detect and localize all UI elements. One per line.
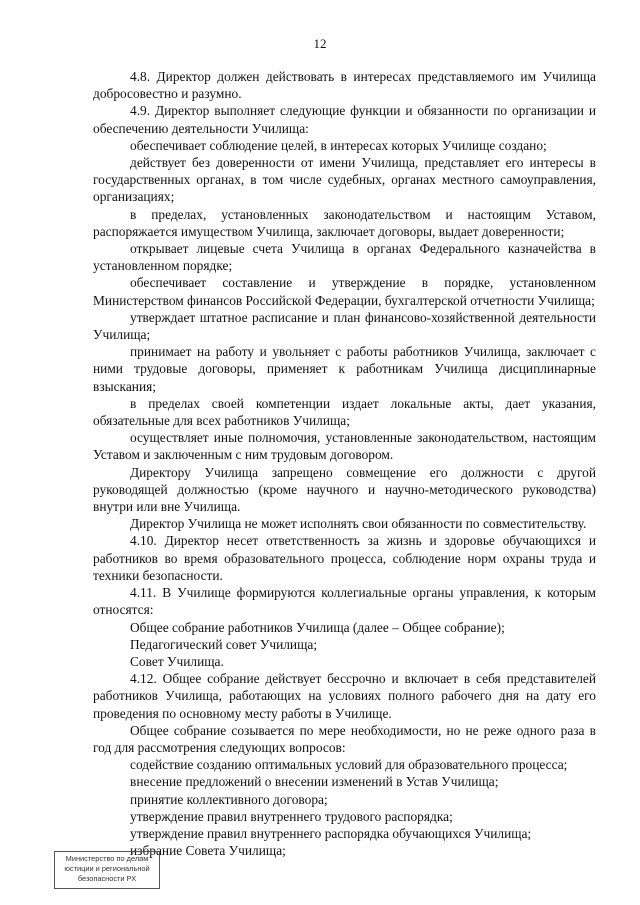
paragraph: Педагогический совет Училища; <box>130 636 318 652</box>
paragraph: действует без доверенности от имени Училища, представляет его интересы в государственных органах, в том числе судебных, органах местного самоуправления, организациях; <box>93 155 596 205</box>
paragraph: обеспечивает составление и утверждение в порядке, установленном Министерством финансов Российской Федерации, бухгалтерской отчетности Училища; <box>93 275 596 308</box>
paragraph: принятие коллективного договора; <box>130 791 328 807</box>
paragraph: в пределах своей компетенции издает локальные акты, дает указания, обязательные для всех работников Училища; <box>93 395 596 429</box>
stamp-line: юстиции и региональной <box>64 864 150 873</box>
paragraph: обеспечивает соблюдение целей, в интересах которых Училище создано; <box>130 137 547 153</box>
paragraph: Директор Училища не может исполнять свои обязанности по совместительству. <box>130 516 587 532</box>
paragraph: утверждение правил внутреннего трудового распорядка; <box>130 808 453 824</box>
paragraph: 4.12. Общее собрание действует бессрочно и включает в себя представителей работников Училища, работающих на условиях полного рабочего дня на дату его проведения по основному месту работы в Училище. <box>93 671 596 721</box>
paragraph: 4.8. Директор должен действовать в интересах представляемого им Училища добросовестно и разумно. <box>93 69 596 102</box>
paragraph: открывает лицевые счета Училища в органах Федерального казначейства в установленном порядке; <box>93 241 596 274</box>
paragraph: утверждение правил внутреннего распорядка обучающихся Училища; <box>130 825 532 841</box>
paragraph: содействие созданию оптимальных условий для образовательного процесса; <box>130 757 568 773</box>
paragraph: Общее собрание созывается по мере необходимости, но не реже одного раза в год для рассмотрения следующих вопросов: <box>93 722 596 755</box>
paragraph: Совет Училища. <box>130 653 224 669</box>
paragraph: осуществляет иные полномочия, установленные законодательством, настоящим Уставом и заключенным с ним трудовым договором. <box>93 430 596 463</box>
paragraph: 4.11. В Училище формируются коллегиальные органы управления, к которым относятся: <box>93 585 596 618</box>
ministry-stamp <box>54 851 160 889</box>
paragraph: принимает на работу и увольняет с работы работников Училища, заключает с ними трудовые договоры, применяет к работникам Училища дисциплинарные взыскания; <box>93 344 596 394</box>
paragraph: утверждает штатное расписание и план финансово-хозяйственной деятельности Училища; <box>93 309 596 343</box>
paragraph: в пределах, установленных законодательством и настоящим Уставом, распоряжается имуществом Училища, заключает договоры, выдает доверенности; <box>93 206 596 239</box>
paragraph: Директору Училища запрещено совмещение его должности с другой руководящей должностью (кроме научного и научно-методического руководства) внутри или вне Училища. <box>93 464 596 515</box>
stamp-line: безопасности РХ <box>77 874 137 883</box>
document-body <box>93 68 596 859</box>
paragraph: избрание Совета Училища; <box>130 843 286 859</box>
page-number: 12 <box>313 36 327 51</box>
paragraph: 4.9. Директор выполняет следующие функции и обязанности по организации и обеспечению деятельности Училища: <box>93 103 596 136</box>
paragraph: 4.10. Директор несет ответственность за жизнь и здоровье обучающихся и работников во время образовательного процесса, соблюдение норм охраны труда и техники безопасности. <box>93 533 596 583</box>
stamp-line: Министерство по делам <box>65 854 149 863</box>
paragraph: внесение предложений о внесении изменений в Устав Училища; <box>130 774 499 790</box>
paragraph: Общее собрание работников Училища (далее – Общее собрание); <box>130 619 505 635</box>
